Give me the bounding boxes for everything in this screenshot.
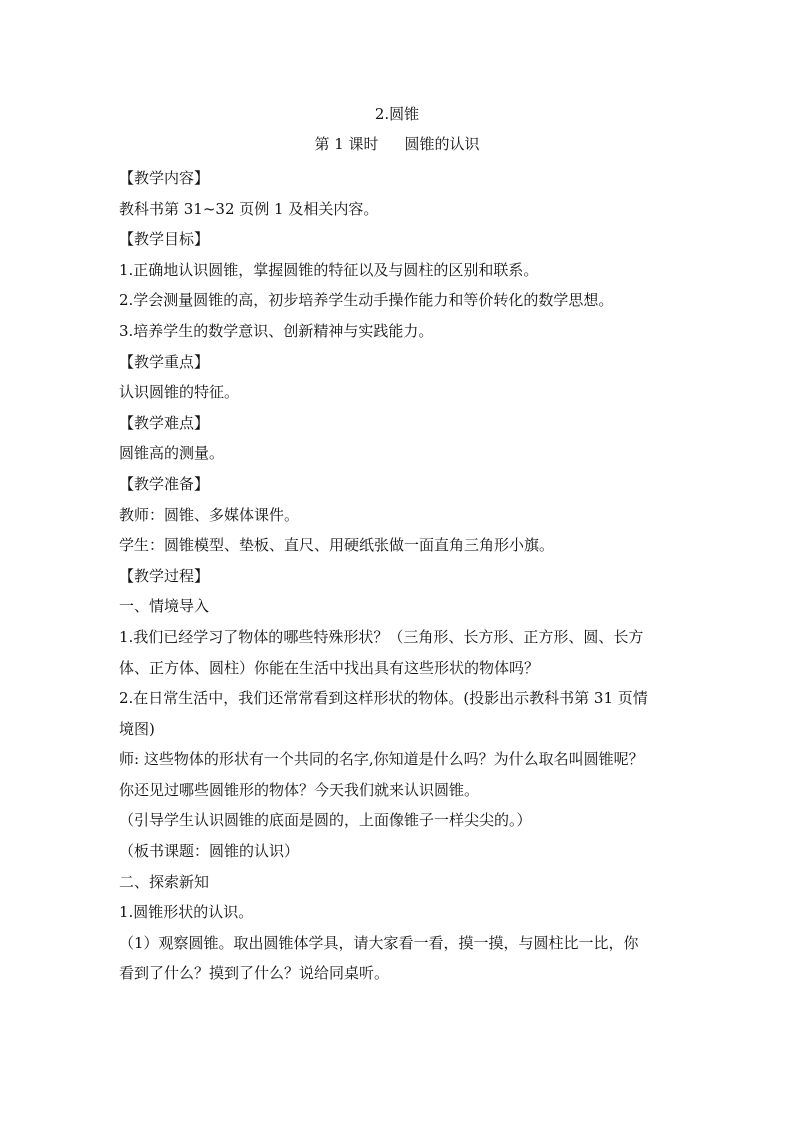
paragraph: 看到了什么？摸到了什么？说给同桌听。	[119, 964, 390, 983]
section-heading-content: 【教学内容】	[119, 169, 210, 187]
lesson-topic: 圆锥的认识	[404, 135, 480, 153]
paragraph: 境图)	[119, 719, 155, 738]
section-heading-process: 【教学过程】	[119, 566, 210, 585]
paragraph: 2.学会测量圆锥的高，初步培养学生动手操作能力和等价转化的数学思想。	[119, 291, 614, 310]
paragraph: 1.正确地认识圆锥，掌握圆锥的特征以及与圆柱的区别和联系。	[119, 260, 539, 279]
document-body	[119, 163, 679, 989]
document-title: 2.圆锥	[374, 105, 420, 123]
lesson-subtitle	[0, 134, 794, 154]
paragraph: 认识圆锥的特征。	[119, 383, 240, 402]
section-heading-key-points: 【教学重点】	[119, 352, 210, 371]
paragraph: 圆锥高的测量。	[119, 444, 225, 463]
paragraph: 2.在日常生活中，我们还常常看到这样形状的物体。(投影出示教科书第 31 页情	[119, 689, 648, 708]
paragraph: 教师：圆锥、多媒体课件。	[119, 505, 300, 524]
section-heading-objectives: 【教学目标】	[119, 230, 210, 249]
paragraph: （板书课题：圆锥的认识）	[119, 842, 300, 861]
paragraph: 1.我们已经学习了物体的哪些特殊形状？（三角形、长方形、正方形、圆、长方	[119, 627, 644, 646]
lesson-number: 第 1 课时	[314, 135, 379, 153]
paragraph: 师: 这些物体的形状有一个共同的名字,你知道是什么吗？为什么取名叫圆锥呢？	[119, 750, 644, 769]
subsection-heading: 二、探索新知	[119, 872, 210, 891]
paragraph: （1）观察圆锥。取出圆锥体学具，请大家看一看，摸一摸，与圆柱比一比，你	[119, 933, 639, 952]
paragraph: 教科书第 31~32 页例 1 及相关内容。	[119, 199, 379, 218]
subsection-heading: 一、情境导入	[119, 597, 210, 616]
paragraph: （引导学生认识圆锥的底面是圆的，上面像锥子一样尖尖的。）	[119, 811, 532, 830]
paragraph: 3.培养学生的数学意识、创新精神与实践能力。	[119, 321, 434, 340]
paragraph: 你还见过哪些圆锥形的物体？今天我们就来认识圆锥。	[119, 780, 480, 799]
paragraph: 1.圆锥形状的认识。	[119, 903, 254, 922]
paragraph: 体、正方体、圆柱）你能在生活中找出具有这些形状的物体吗？	[119, 658, 540, 677]
section-heading-preparation: 【教学准备】	[119, 474, 210, 493]
section-heading-difficulties: 【教学难点】	[119, 413, 210, 432]
paragraph: 学生：圆锥模型、垫板、直尺、用硬纸张做一面直角三角形小旗。	[119, 536, 555, 555]
